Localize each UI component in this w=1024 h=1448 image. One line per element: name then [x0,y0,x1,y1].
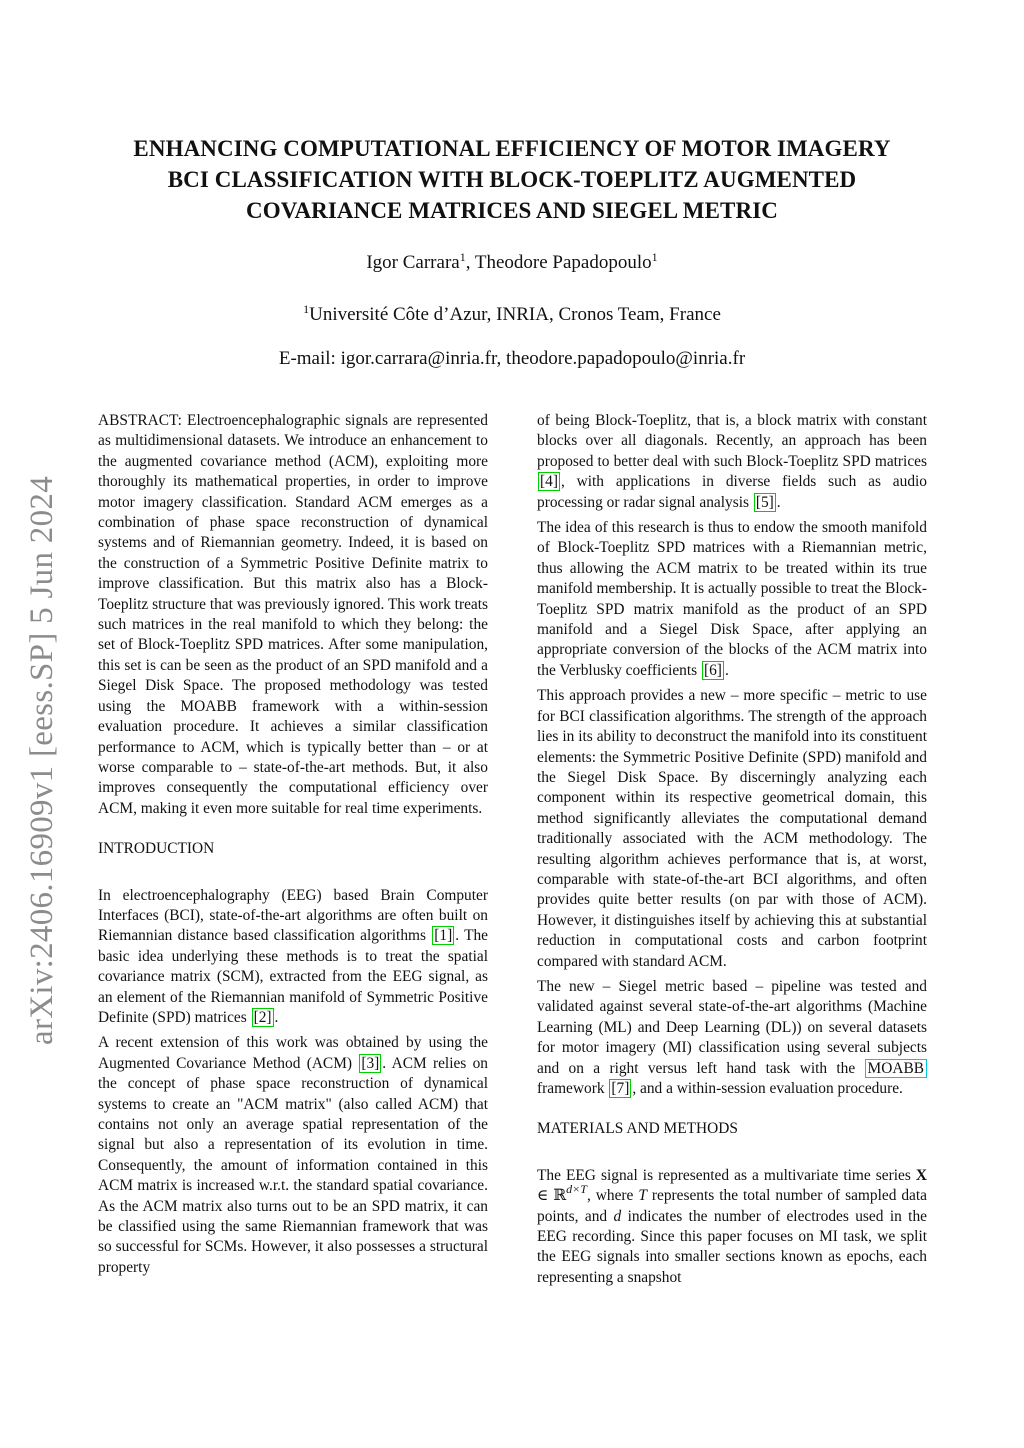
math-superscript: d×T [566,1182,587,1197]
affiliation-marker: 1 [303,302,310,316]
affiliation-marker: 1 [459,250,466,264]
paragraph-text: . [274,1008,279,1026]
intro-paragraph-5: This approach provides a new – more specific – metric to use for BCI classification algorithms. The strength of the approach lies in its ability to deconstruct the manifold into its constituent elements: the Symmetric Positive Definite (SPD) manifold and the Siegel Disk Space. By discerningly analyzing each component within its respective geometrical domain, this method significantly alleviates the computational demand traditionally associated with the ACM methodology. The resulting algorithm achieves performance that is, at worst, comparable with state-of-the-art BCI algorithms, and often provides quite better results (on par with those of ACM). However, it distinguishes itself by achieving this at substantial reduction in computational costs and carbon footprint compared with standard ACM. [537,687,927,970]
paragraph-text: , with applications in diverse fields such as audio processing or radar signal analysis [537,473,927,511]
affiliation-marker: 1 [651,250,658,264]
contact-email: E-mail: igor.carrara@inria.fr, theodore.papadopoulo@inria.fr [278,348,746,369]
citation-link[interactable]: [7] [611,1080,630,1097]
citation-link[interactable]: [1] [434,927,453,945]
paragraph-text: The idea of this research is thus to endow the smooth manifold of Block-Toeplitz SPD matrices with a Riemannian metric, thus allowing the ACM matrix to be treated within its true manifold membership. It is actually possible to treat the Block-Toeplitz SPD matrix manifold as the product of an SPD manifold and a Siegel Disk Space, after applying an appropriate conversion of the blocks of the ACM matrix into the Verblusky coefficients [537,519,927,679]
paragraph-text: . [776,493,781,511]
paragraph-text: . The basic idea underlying these methods is to treat the spatial covariance matrix (SCM), extracted from the EEG signal, as an element of the Riemannian manifold of Symmetric Positive Definite (SPD) matrices [98,927,488,1026]
paragraph-text: framework [537,1080,609,1097]
methods-paragraph-1 [537,1166,927,1288]
affiliation-text: Université Côte d’Azur, INRIA, Cronos Team, France [309,304,721,325]
math-symbol: T [638,1187,647,1205]
citation-link[interactable]: [5] [755,493,774,511]
author-separator: , [465,252,475,273]
paper-title [100,133,924,226]
paragraph-text: , and a within-session evaluation procedure. [632,1080,903,1097]
math-symbol: X [915,1166,927,1184]
title-line: ENHANCING COMPUTATIONAL EFFICIENCY OF MOTOR IMAGERY [133,136,891,161]
left-column [98,411,488,1283]
paragraph-text: indicates the number of electrodes used in the EEG recording. Since this paper focuses on MI task, we split the EEG signals into smaller sections known as epochs, each representing a snapshot [537,1207,927,1286]
title-line: BCI CLASSIFICATION WITH BLOCK-TOEPLITZ AUGMENTED [167,167,857,192]
paragraph-text: A recent extension of this work was obtained by using the Augmented Covariance Method (ACM) [98,1034,488,1072]
section-heading-methods: MATERIALS AND METHODS [537,1120,738,1138]
abstract: ABSTRACT: Electroencephalographic signals are represented as multidimensional datasets. We introduce an enhancement to the augmented covariance method (ACM), exploiting more thoroughly its mathematical properties, in order to improve motor imagery classification. Standard ACM emerges as a combination of phase space reconstruction of dynamical systems and of Riemannian geometry. Indeed, it is based on the construction of a Symmetric Positive Definite matrix to improve classification. But this matrix also has a Block-Toeplitz structure that was previously ignored. This work treats such matrices in the real manifold to which they belong: the set of Block-Toeplitz SPD matrices. After some manipulation, this set is can be seen as the product of an SPD manifold and a Siegel Disk Space. The proposed methodology was tested using the MOABB framework with a within-session evaluation procedure. It achieves a similar classification performance to ACM, which is typically better than – or at worse comparable to – state-of-the-art methods. But, it also improves consequently the computational efficiency over ACM, making it even more suitable for real time experiments. [98,412,488,817]
citation-link[interactable]: [4] [540,473,558,491]
paragraph-text: In electroencephalography (EEG) based Brain Computer Interfaces (BCI), state-of-the-art algorithms are often built on Riemannian distance based classification algorithms [98,886,488,945]
math-symbol: ∈ ℝ [537,1187,567,1205]
arxiv-identifier [14,462,70,1058]
author-list [100,252,924,274]
citation-link[interactable]: [2] [253,1008,272,1026]
paragraph-text: The new – Siegel metric based – pipeline was tested and validated against several state-of-the-art algorithms (Machine Learning (ML) and Deep Learning (DL)) on several datasets for motor imagery (MI) classification using several subjects and on a right versus left hand task with the [537,977,927,1077]
moabb-link[interactable]: MOABB [865,1059,927,1078]
paragraph-text: of being Block-Toeplitz, that is, a block matrix with constant blocks over all diagonals. Recently, an approach has been proposed to better deal with such Block-Toeplitz SPD matrices [537,412,927,470]
citation-link[interactable]: [3] [361,1054,380,1072]
right-column [537,411,927,1293]
author-name: Theodore Papadopoulo [474,252,652,273]
intro-paragraph-2 [98,1033,488,1278]
paragraph-text: The EEG signal is represented as a multivariate time series [537,1166,916,1184]
title-line: COVARIANCE MATRICES AND SIEGEL METRIC [246,198,778,223]
citation-link[interactable]: [6] [703,661,722,679]
author-name: Igor Carrara [366,252,460,273]
arxiv-identifier-text: arXiv:2406.16909v1 [eess.SP] 5 Jun 2024 [23,475,60,1045]
intro-paragraph-1 [98,886,488,1029]
paragraph-text: . [724,661,729,679]
intro-paragraph-4 [537,518,927,681]
intro-paragraph-3 [537,411,927,513]
affiliation [100,304,924,326]
section-heading-introduction: INTRODUCTION [98,840,215,858]
paragraph-text: , where [586,1187,639,1205]
paragraph-text: represents the total number of sampled data points, and [537,1187,927,1225]
math-symbol: d [613,1207,622,1225]
intro-paragraph-6 [537,977,927,1099]
paragraph-text: . ACM relies on the concept of phase space reconstruction of dynamical systems to create an "ACM matrix" (also called ACM) that contains not only an average spatial representation of the signal but also a representation of its evolution in time. Consequently, the amount of information contained in this ACM matrix is increased w.r.t. the standard spatial covariance. As the ACM matrix also turns out to be an SPD matrix, it can be classified using the same Riemannian framework that was so successful for SCMs. However, it also possesses a structural property [98,1054,488,1276]
